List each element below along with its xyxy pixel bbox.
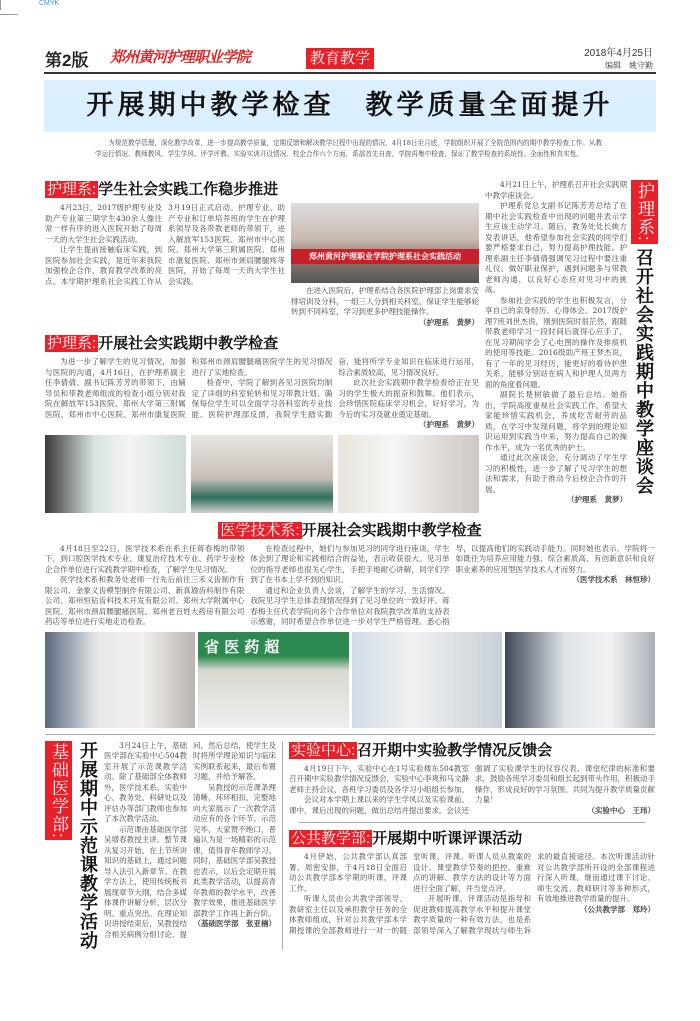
nurse-inspection-photo <box>45 435 186 513</box>
paragraph: 4月19日下午，实验中心在1号实验楼东504教室召开期中实验教学情况反馈会，实验中心李爽和马文静老师主持会议，各班学习委员及各学习小组组长参加。 <box>289 763 469 794</box>
right-bottom-stack <box>289 741 655 950</box>
article-body <box>289 852 655 936</box>
section-divider <box>299 822 645 823</box>
pharmacy-photo <box>198 632 348 728</box>
paragraph: 听课人员由公共教学部领导、教研室主任以及承担教学任务的全体教师组成，针对公共教学部本学期授课的全部教师进行一对一的随堂听课、评课。听课人员从教案的设计、课堂教学节奏的把控、重难点的讲解、教学方法的设计等方面进行全面了解，并当堂点评。 <box>289 852 531 935</box>
paragraph: 4月18日至22日，医学技术系在系主任蒋春梅的带领下，到口腔医学技术专业、康复治疗技术专业、药学专业校企合作单位进行实践教学期中检查，了解学生见习情况。 <box>45 543 245 574</box>
intro-paragraph: 为规范教学管理，深化教学改革，进一步提高教学质量，定期反馈和解决教学过程中出现的情况，4月18日至月底，学院组织开展了全院范围内的期中教学检查工作。从教学运行情况、教师教风、学生学风、评学评教、实验实训开设情况、校企合作六个方面，系部首先自查，学院再集中检查，保证了教学检查的系统性、全面性和真实性。 <box>95 139 603 158</box>
department-tag: 基础医学部: <box>45 741 72 841</box>
article-body <box>289 764 655 817</box>
headline-text: 学生社会实践工作稳步推进 <box>98 181 279 198</box>
article-body <box>104 741 276 950</box>
paragraph: 4月伊始，公共教学部认真部署、周密安排，于4月18日全面启动公共教学部本学期的听课、评课工作。 <box>289 852 407 893</box>
left-stack <box>45 180 479 513</box>
paragraph: 4月23日，2017级护理专业及助产专业第三期学生430余人像往常一样有序的进入医院开始了每周一天的大学生社会实践活动。 <box>45 203 162 244</box>
article-1-body <box>45 203 479 328</box>
byline: （医学技术系 林恒珍） <box>572 575 655 584</box>
paragraph: 通过和企业负责人会谈，了解学生的学习、生活情况。我院见习学生总体表现情况得到了见习单位的一致好评。蒋春梅主任代表学院向各个合作单位对我院教学改革的支持表示感谢，同时希望合作单位进一步对学生严格管理、悉心指导，以提高他们的实践动手能力。同时她也表示，学院将一如既往为培养应用能力强、综合素质高、有创新意识和良好职业素养的应用型医学技术人才而努力。 <box>250 543 655 626</box>
right-column <box>485 180 655 513</box>
vertical-headline: 召开社会实践期中教学座谈会 <box>634 247 654 495</box>
byline: （护理系 黄梦） <box>419 317 479 327</box>
paragraph: 检查中，学院了解到各见习医院均制定了详细的科室轮转和见习带教计划，确保每位学生可以全面学习各科室的专业技能。医院护理部反馈，我院学生踏实勤奋，能将所学专业知识在临床进行运用，综合素质较高，见习情况良好。 <box>191 357 479 419</box>
department-tag: 实验中心: <box>291 741 356 759</box>
top-region <box>45 180 655 513</box>
photo-column <box>291 203 479 328</box>
department-tag: 公共教学部: <box>291 830 371 847</box>
lab-visit-photo <box>45 632 195 728</box>
photo-strip <box>45 632 655 728</box>
issue-date: 2018年4月25日 <box>584 48 653 59</box>
bedside-care-photo <box>338 435 479 513</box>
paragraph: 护理系党总支副书记陈芳芳总结了在期中社会实践检查中出现的问题并表示学生应该主动学习。随后，教务处处长姚方发表讲话，他希望参加社会实践的同学们要严格要求自己，努力提高护理技能。护理系副主任李倩倩强调见习过程中要注重礼仪、做好职业保护，遇到问题多与带教老师沟通，以良好心态应对见习中的挑战。 <box>485 201 627 294</box>
article-headline <box>45 334 479 354</box>
paragraph: 在进入医院后，护理系结合各医院护理部上岗要求安排培训及分科，一组三人分到相关科室，保证学生能够轮转到不同科室，学习到更多护理技能操作。 <box>291 286 479 316</box>
bottom-region <box>45 741 655 950</box>
byline: （护理系 黄梦） <box>567 495 627 504</box>
department-tag: 护理系: <box>47 335 97 352</box>
paragraph: 示范课由基础医学部吴增春教授主讲。整节课从复习开始，在上节所讲知识的基础上，通过问题导入法引入新章节。在教学方法上，使用传统板书展现章节大纲，结合多媒体课件讲解分析，层次分明、重点突出。在理论知识讲授结束后，吴教授结合相关病例分组讨论、提问，然后总结，使学生及时将所学理论知识与临床实例联系起来，最后布置习题，并给予解答。 <box>104 740 276 939</box>
paragraph: 为进一步了解学生的见习情况，加强与医院的沟通，4月16日，在护理系副主任李倩倩、副书记陈芳芳的带领下，由辅导员和带教老师组成的检查小组分别对我院在解放军153医院、郑州大学第三附属医院、郑州市中心医院、郑州市康复医院和郑州市颈肩腰腿痛医院学生的见习情况进行了实地检查。 <box>45 357 333 419</box>
article-body-end <box>291 286 479 328</box>
article-body <box>45 544 655 628</box>
pharmacy-interior-photo <box>352 632 502 728</box>
paragraph: 通过此次座谈会，充分调动了学生学习的积极性，进一步了解了见习学生的想法和需求，有助于推动今后校企合作的开展。 <box>485 453 627 494</box>
photo-strip <box>45 435 479 513</box>
ward-inspection-photo <box>191 435 332 513</box>
byline: （护理系 黄梦） <box>418 420 479 429</box>
section-tag: 教育教学 <box>306 48 374 69</box>
group-photo <box>291 203 479 283</box>
section-divider <box>45 734 655 735</box>
article-headline <box>45 521 655 541</box>
page-headline: 开展期中教学检查 教学质量全面提升 <box>44 80 656 132</box>
headline-text: 召开期中实验教学情况反馈会 <box>357 741 553 759</box>
pharmacy-sign-text: 省医药超 <box>204 638 285 656</box>
vertical-heading <box>631 180 655 513</box>
cmyk-print-mark: CMYK <box>0 0 59 10</box>
column-divider <box>282 741 283 950</box>
article-body <box>45 203 285 328</box>
dental-lab-photo <box>505 632 655 728</box>
department-tag: 护理系: <box>631 180 658 244</box>
paragraph: 4月21日上午，护理系召开社会实践期中教学座谈会。 <box>485 180 627 200</box>
vertical-headline: 开展期中示范课教学活动 <box>78 740 98 950</box>
article-5 <box>45 741 276 950</box>
paragraph: 3月24日上午，基础医学部在实验中心504教室开展了示范课教学活动。除了基础部全体教师外，医学技术系、实验中心、教务处、科研处以及评估办等部门教师也参加了本次教学活动。 <box>104 740 187 823</box>
article-headline <box>45 180 479 200</box>
header-rule <box>44 72 656 74</box>
edition-number: 第2版 <box>45 51 89 70</box>
byline: （实验中心 王玮） <box>587 805 655 815</box>
headline-text: 开展期中听课评课活动 <box>372 830 523 847</box>
article-headline <box>289 829 655 849</box>
paragraph: 副院长楚树敏做了最后总结。她指出，学院高度重视社会实践工作，希望大家能珍惜实践机会，养成吃苦耐劳的品质，在学习中发现问题，将学到的理论知识运用到实践当中来，努力提高自己的操作水平，成为一名优秀的护士。 <box>485 390 627 452</box>
department-tag: 护理系: <box>47 181 97 198</box>
paragraph: 参加社会实践的学生也积极发言，分享自己的亲身经历、心得体会。2017级护理7班刘世杰说，刚到医院时很茫然，跟随带教老师学习一段时间后就得心应手了，在见习期间学会了心电图的操作及排痰机的使用等技能。2016级助产班王梦杰说，有了一年的见习经历，能更好的看待护患关系，能够分别站在病人和护理人员两方面的角度看问题。 <box>485 295 627 389</box>
page-body <box>45 180 655 950</box>
headline-text: 开展社会实践期中教学检查 <box>98 335 279 352</box>
paragraph: 让学生提前接触临床实践，到医院参加社会实践，是近年来我院加强校企合作、教育教学改革的亮点。本学期护理系社会实践工作从3月19日正式启动。护理专业、助产专业和订单培养班的学生在护理系领导及各带教老师的带领下，进入解放军153医院、郑州市中心医院、郑州大学第三附属医院、郑州市康复医院、郑州市颈肩腰腿疼等医院，开始了每周一天的大学生社会实践。 <box>45 203 285 286</box>
headline-text: 开展社会实践期中教学检查 <box>301 521 482 539</box>
paragraph: 在检查过程中，她们与参加见习的同学进行座谈，学生体会到了理论和实践相结合的益处，表示收获很大。见习单位的指导老师也很关心学生，手把手地耐心讲解，同学们学到了在书本上学不到的知识。 <box>250 543 450 584</box>
paragraph: 会议对本学期上课以来的学生学风以及实验课前、课中、课后出现的问题，做出总结并提出要求。会议还强调了实验课学生的仪容仪表、课堂纪律的标准和要求，鼓励各班学习委员和组长起到带头作用，积极动手操作，形成良好的学习氛围，共同为提升教学质量贡献力量！ <box>289 763 655 815</box>
registration-mark <box>0 14 18 15</box>
paragraph: 开展听课、评课活动是指导和促进教师提高教学水平和提升课堂教学质量的一种有效方法，也是系部领导深入了解教学现状与师生诉求的最直接途径。本次听课活动针对公共教学部所开设的全部课程进行深入听课，继而通过课下讨论、师生交流、教师研讨等多种形式，有效地推进教学质量的提升。 <box>413 852 655 935</box>
byline: （公共教学部 郑玲） <box>580 904 655 914</box>
paragraph: 吴教授的示范课条理清晰，环环相扣，完整地向大家展示了一次教学活动应有的各个环节。示范完毕，大家赞不绝口，普遍认为是一场精彩的示范课，值得青年教师学习。同时，基础医学部吴教授也表示，以后会定期开展此类教学活动，以提高青年教师的教学水平，改善教学效果，推进基础医学部教学工作再上新台阶。 <box>193 782 276 918</box>
newspaper-logo: 郑州黄河护理职业学院 <box>110 48 251 66</box>
article-body <box>45 357 479 431</box>
paragraph: 此次社会实践期中教学检查给正在见习的学生极大的振奋和鼓舞。他们表示，会珍惜医院临床学习机会，好好学习，为今后的实习及就业奠定基础。 <box>338 378 479 419</box>
paragraph: 医学技术系和教务处老师一行先后前往三禾义齿制作有限公司、金象义齿模型制作有限公司、新真瑜齿科制作有限公司、郑州恒钻齿科技术开发有限公司、郑州大学附属中心医院、郑州市颈肩腰腿痛医院、郑州老百姓大药房有限公司药店等单位进行实地走访检查。 <box>45 575 245 626</box>
photo-banner-text: 郑州黄河护理职业学院护理系社会实践活动 <box>291 249 479 264</box>
department-tag: 医学技术系: <box>220 521 300 539</box>
article-body <box>485 180 627 513</box>
article-headline <box>289 741 655 761</box>
editor-credit: 编辑 姚守勤 <box>605 61 653 70</box>
byline: （基础医学部 张亚楠） <box>193 919 276 928</box>
